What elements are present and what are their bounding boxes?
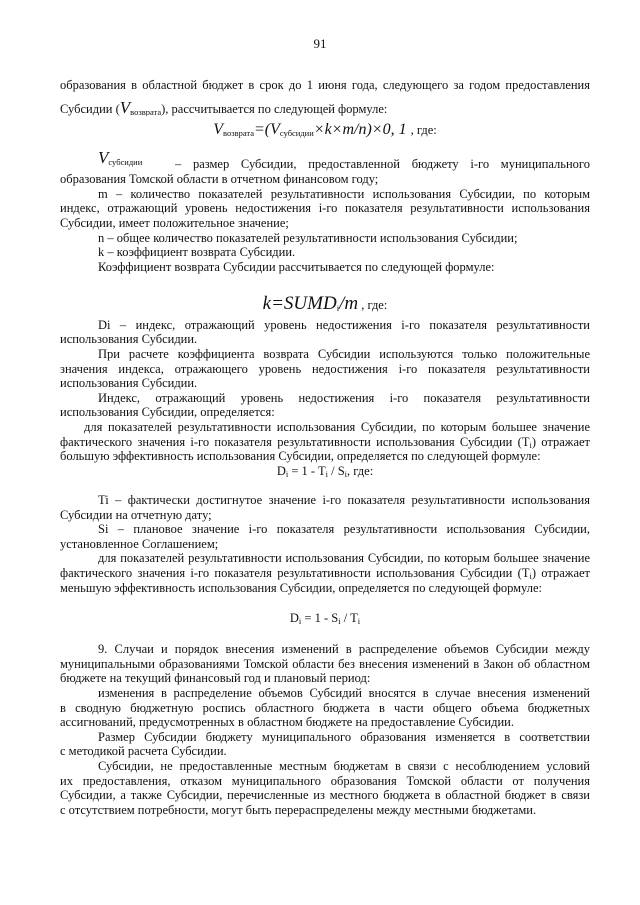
text-line: фактического значения i-го показателя результативности использования Субсидии $(T_i)$ отражает — [60, 435, 590, 449]
text-line: использования Субсидии. — [60, 332, 198, 346]
text-line: Коэффициент возврата Субсидии рассчитывается по следующей формуле: — [98, 260, 495, 274]
text-line: При расчете коэффициента возврата Субсидии используются только положительные — [98, 347, 590, 361]
text-line: Размер Субсидии бюджету муниципального образования изменяется в соответствии — [98, 730, 590, 744]
formula-index-2: $D_i = 1 - S_i / T_i$ — [289, 611, 361, 625]
text-line: m – количество показателей результативности использования Субсидии, по которым — [98, 187, 590, 201]
text-line: 9. Случаи и порядок внесения изменений в распределение объемов Субсидии между — [98, 642, 590, 656]
text-line: Ti – фактически достигнутое значение i-го показателя результативности использования — [98, 493, 590, 507]
text-line: установленное Соглашением; — [60, 537, 219, 551]
formula-var: $V_{субсидии}$ — [98, 150, 143, 167]
text-line: в сводную бюджетную роспись областного бюджета в части общего объема бюджетных — [60, 701, 590, 715]
text-line: для показателей результативности использования Субсидии, по которым большее значение — [98, 551, 590, 565]
text-line: меньшую эффективность использования Субсидии, определяется по следующей формуле: — [60, 581, 543, 595]
text-line: Субсидии, а также Субсидии, перечисленные из местного бюджета в областной бюджет в связи — [60, 788, 590, 802]
text-line: фактического значения i-го показателя результативности использования Субсидии $(T_i)$ отражает — [60, 566, 590, 580]
text-line: Индекс, отражающий уровень недостижения i-го показателя результативности — [98, 391, 590, 405]
text-line: с методикой расчета Субсидии. — [60, 744, 227, 758]
text-line: муниципальными образованиями Томской области без внесения изменений в Закон об областном — [60, 657, 590, 671]
text-line: их предоставления, отказом муниципального образования Томской области от получения — [60, 774, 590, 788]
text-line: – размер Субсидии, предоставленной бюджету i-го муниципального — [175, 157, 590, 171]
text-line: с отсутствием потребности, могут быть перераспределены между местными бюджетами. — [60, 803, 537, 817]
text-line: изменения в распределение объемов Субсидий вносятся в случае внесения изменений — [98, 686, 590, 700]
text-line: для показателей результативности использования Субсидии, по которым большее значение — [84, 420, 590, 434]
text-line: ассигнований, предусмотренных в областном бюджете на предоставление Субсидии. — [60, 715, 514, 729]
text-line: бюджете на текущий финансовый год и плановый период: — [60, 671, 371, 685]
text-line: образования в областной бюджет в срок до 1 июня года, следующего за годом предоставления — [60, 78, 590, 92]
text-line: Di – индекс, отражающий уровень недостижения i-го показателя результативности — [98, 318, 590, 332]
text-line: индекс, отражающий уровень недостижения i-го показателя результативности использования — [60, 201, 590, 215]
text-line: значения индекса, отражающего уровень недостижения i-го показателя результативности — [60, 362, 590, 376]
page-number: 91 — [313, 36, 327, 51]
text-line: использования Субсидии. — [60, 376, 198, 390]
formula-coefficient: $k=SUMD_i/m$ , где: — [262, 293, 388, 314]
text-line: Субсидии $(V_{возврата})$, рассчитывается по следующей формуле: — [60, 101, 388, 116]
text-line: n – общее количество показателей результативности использования Субсидии; — [98, 231, 518, 245]
text-line: k – коэффициент возврата Субсидии. — [98, 245, 296, 259]
text-line: Субсидии, имеет положительное значение; — [60, 216, 289, 230]
text-line: Субсидии на отчетную дату; — [60, 508, 212, 522]
text-line: Si – плановое значение i-го показателя результативности использования Субсидии, — [98, 522, 590, 536]
text-line: большую эффективность использования Субсидии, определяется по следующей формуле: — [60, 449, 541, 463]
text-line: образования Томской области в отчетном финансовом году; — [60, 172, 379, 186]
formula-index-1: $D_i = 1 - T_i / S_i$, где: — [276, 464, 374, 478]
text-line: использования Субсидии, определяется: — [60, 405, 275, 419]
formula-refund: $V_{возврата}=(V_{субсидии}\times k\times m/n)\times 0$, 1 , где: — [213, 121, 437, 138]
text-line: Субсидии, не предоставленные местным бюджетам в связи с несоблюдением условий — [98, 759, 590, 773]
